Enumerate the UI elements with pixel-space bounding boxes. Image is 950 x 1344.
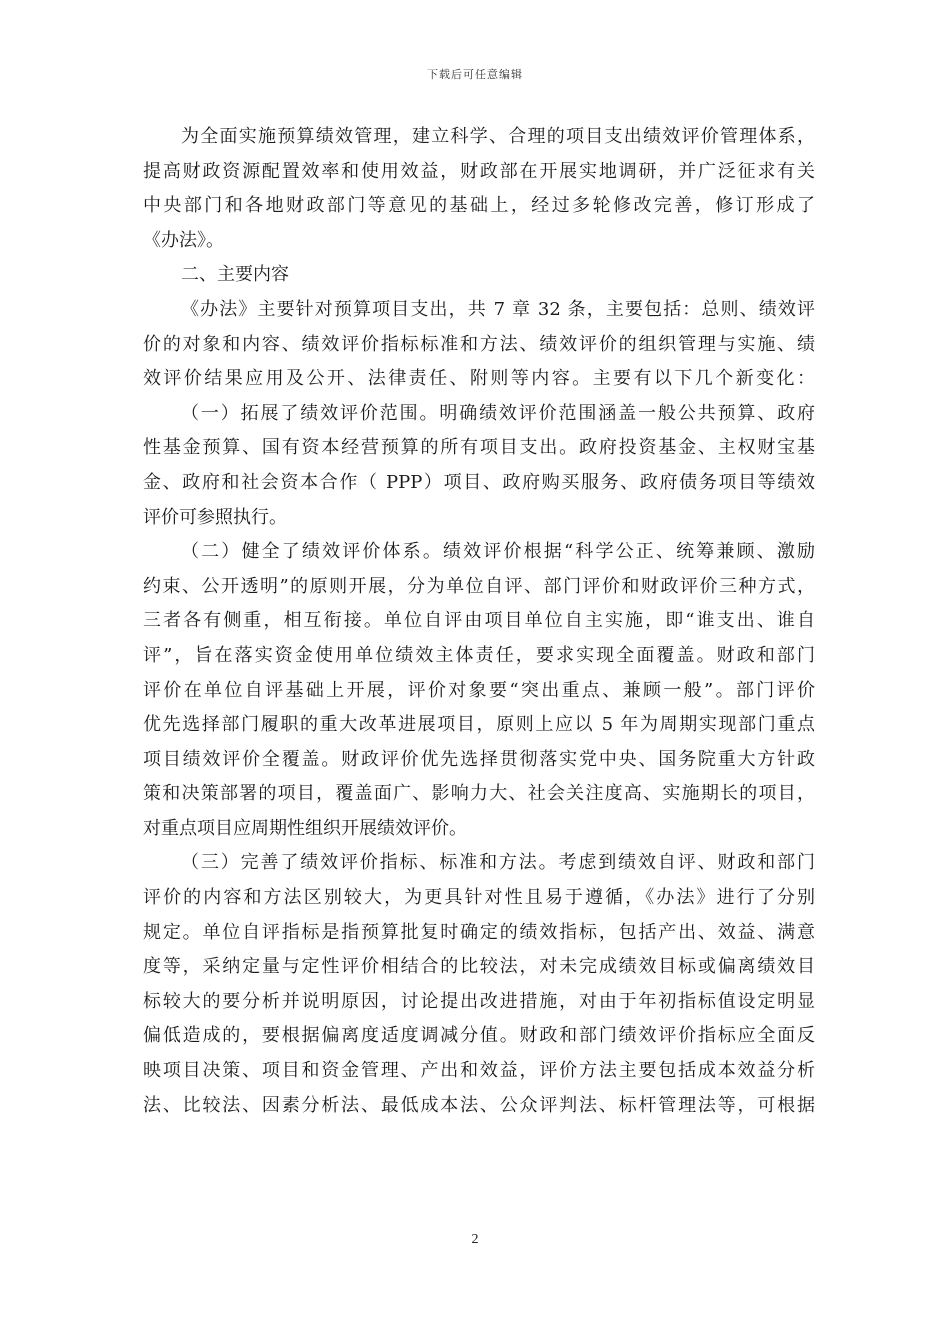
text-line: 效评价结果应用及公开、法律责任、附则等内容。主要有以下几个新变化： xyxy=(143,368,815,390)
text-line: （一）拓展了绩效评价范围。明确绩效评价范围涵盖一般公共预算、政府 xyxy=(181,402,815,424)
text-line: 偏低造成的，要根据偏离度适度调减分值。财政和部门绩效评价指标应全面反 xyxy=(143,1025,815,1047)
text-line: 评价的内容和方法区别较大，为更具针对性且易于遵循，《办法》进行了分别 xyxy=(143,887,815,909)
text-line: 评价在单位自评基础上开展，评价对象要“突出重点、兼顾一般”。部门评价 xyxy=(143,679,815,701)
text-line: 价的对象和内容、绩效评价指标标准和方法、绩效评价的组织管理与实施、绩 xyxy=(143,333,815,355)
text-line: 为全面实施预算绩效管理，建立科学、合理的项目支出绩效评价管理体系， xyxy=(181,126,815,147)
text-line: 提高财政资源配置效率和使用效益，财政部在开展实地调研，并广泛征求有关 xyxy=(143,160,815,182)
text-line: 优先选择部门履职的重大改革进展项目，原则上应以 5 年为周期实现部门重点 xyxy=(143,714,815,736)
text-line: 约束、公开透明”的原则开展，分为单位自评、部门评价和财政评价三种方式， xyxy=(143,575,815,597)
text-line: 《办法》。 xyxy=(143,229,224,251)
text-line: 度等，采纳定量与定性评价相结合的比较法，对未完成绩效目标或偏离绩效目 xyxy=(143,956,815,978)
text-line: 评价可参照执行。 xyxy=(143,506,287,528)
section-heading: 二、主要内容 xyxy=(181,264,289,286)
text-line: 《办法》主要针对预算项目支出，共 7 章 32 条，主要包括：总则、绩效评 xyxy=(181,298,815,320)
header-note: 下载后可任意编辑 xyxy=(427,68,523,81)
text-line: 法、比较法、因素分析法、最低成本法、公众评判法、标杆管理法等，可根据 xyxy=(143,1094,815,1116)
text-line: 规定。单位自评指标是指预算批复时确定的绩效指标，包括产出、效益、满意 xyxy=(143,921,815,943)
text-line: 性基金预算、国有资本经营预算的所有项目支出。政府投资基金、主权财宝基 xyxy=(143,437,815,459)
text-line: （三）完善了绩效评价指标、标准和方法。考虑到绩效自评、财政和部门 xyxy=(181,852,815,874)
text-line: 项目绩效评价全覆盖。财政评价优先选择贯彻落实党中央、国务院重大方针政 xyxy=(143,748,815,770)
text-line: （二）健全了绩效评价体系。绩效评价根据“科学公正、统筹兼顾、激励 xyxy=(181,541,815,563)
text-line: 金、政府和社会资本合作（ PPP）项目、政府购买服务、政府债务项目等绩效 xyxy=(143,471,815,493)
text-line: 标较大的要分析并说明原因，讨论提出改进措施，对由于年初指标值设定明显 xyxy=(143,990,815,1012)
text-line: 评”，旨在落实资金使用单位绩效主体责任，要求实现全面覆盖。财政和部门 xyxy=(143,644,815,666)
text-line: 策和决策部署的项目，覆盖面广、影响力大、社会关注度高、实施期长的项目， xyxy=(143,783,815,805)
text-line: 映项目决策、项目和资金管理、产出和效益，评价方法主要包括成本效益分析 xyxy=(143,1060,815,1082)
text-line: 中央部门和各地财政部门等意见的基础上，经过多轮修改完善，修订形成了 xyxy=(143,195,815,217)
body-text xyxy=(143,120,815,1123)
text-line: 三者各有侧重，相互衔接。单位自评由项目单位自主实施，即“谁支出、谁自 xyxy=(143,610,815,632)
text-line: 对重点项目应周期性组织开展绩效评价。 xyxy=(143,817,467,839)
page-number: 2 xyxy=(471,1232,479,1247)
